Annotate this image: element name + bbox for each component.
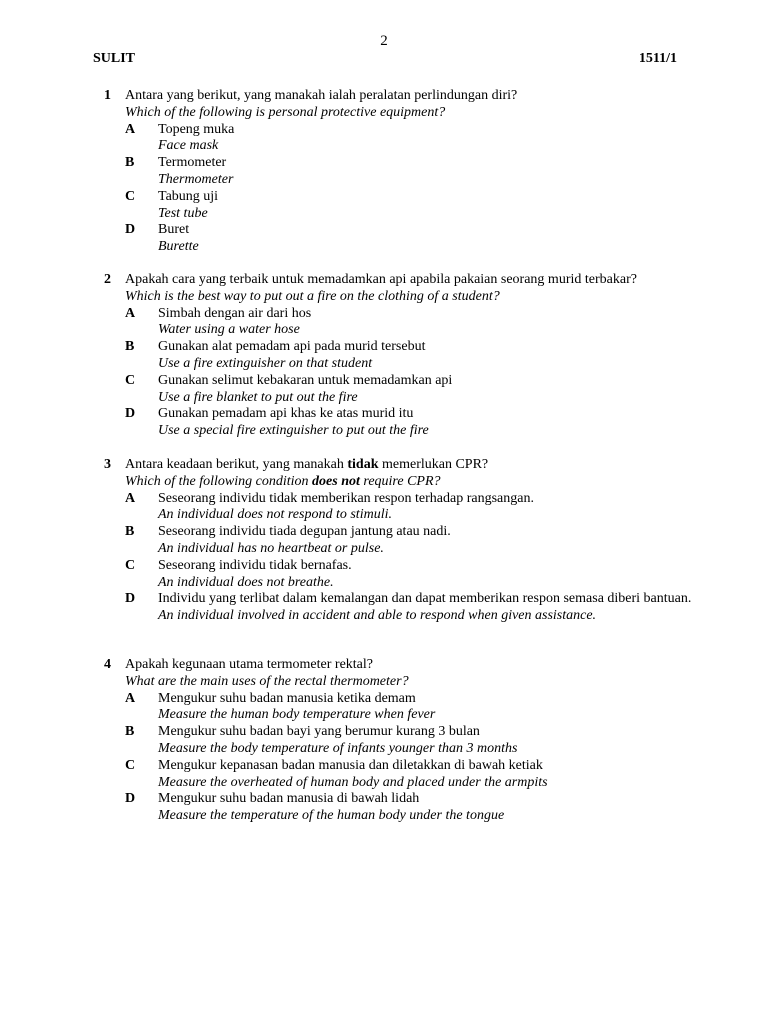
option-text-en: Test tube [158,205,208,221]
option-a [104,306,704,323]
question-text-ms: 1 Antara yang berikut, yang manakah ialah peralatan perlindungan diri? [104,88,518,103]
option-letter: A [125,490,136,506]
classification-label: SULIT [93,51,136,66]
option-letter: A [125,305,136,321]
option-letter: B [125,724,135,740]
option-letter: D [125,406,136,422]
option-c [104,189,704,206]
option-text-en: An individual has no heartbeat or pulse. [158,540,384,556]
option-a [104,691,704,708]
question-text-ms: 4 Apakah kegunaan utama termometer rektal? [104,657,373,672]
option-d [104,591,704,608]
option-c [104,373,704,390]
option-a [104,491,704,508]
option-text-en: Measure the human body temperature when fever [158,707,436,723]
option-text-ms: Individu yang terlibat dalam kemalangan dan dapat memberikan respon semasa diberi bantuan. [158,591,692,607]
option-letter: D [125,222,136,238]
option-text-en: Measure the temperature of the human body under the tongue [158,808,505,824]
option-letter: B [125,155,135,171]
option-letter: D [125,791,136,807]
question-text-ms: 3 Antara keadaan berikut, yang manakah tidak memerlukan CPR? [104,457,489,472]
option-a [104,122,704,139]
question-number: 1 [104,88,111,103]
option-b [104,339,704,356]
option-text-ms: Tabung uji [158,188,219,204]
option-text-en: Use a special fire extinguisher to put out the fire [158,423,429,439]
paper-code: 1511/1 [638,51,677,66]
option-b [104,724,704,741]
option-text-en: An individual does not breathe. [158,574,334,590]
question-number: 4 [104,657,111,672]
option-d [104,791,704,808]
question-text-en: Which is the best way to put out a fire on the clothing of a student? [125,288,500,304]
option-text-en: Use a fire blanket to put out the fire [158,389,358,405]
option-letter: A [125,121,136,137]
option-text-en: An individual involved in accident and able to respond when given assistance. [158,608,597,624]
option-b [104,155,704,172]
question-3 [104,457,704,625]
option-text-ms: Seseorang individu tiada degupan jantung atau nadi. [158,524,451,540]
option-c [104,558,704,575]
option-b [104,524,704,541]
option-c [104,758,704,775]
option-text-ms: Gunakan alat pemadam api pada murid tersebut [158,339,426,355]
question-number: 2 [104,272,111,287]
question-2 [104,272,704,440]
question-number: 3 [104,457,111,472]
question-1 [104,88,704,256]
option-letter: B [125,339,135,355]
question-4 [104,657,704,825]
option-letter: A [125,690,136,706]
question-text-ms: 2 Apakah cara yang terbaik untuk memadamkan api apabila pakaian seorang murid terbakar? [104,272,637,287]
option-text-ms: Gunakan pemadam api khas ke atas murid itu [158,406,414,422]
option-text-ms: Gunakan selimut kebakaran untuk memadamkan api [158,372,453,388]
option-text-ms: Buret [158,222,190,238]
emphasis-word: does not [312,473,360,489]
option-text-ms: Mengukur suhu badan manusia di bawah lidah [158,791,420,807]
option-text-ms: Seseorang individu tidak bernafas. [158,557,352,573]
question-text-en: Which of the following condition does not require CPR? [125,473,441,489]
question-text-en: What are the main uses of the rectal thermometer? [125,673,409,689]
option-text-ms: Topeng muka [158,121,235,137]
option-text-ms: Mengukur suhu badan manusia ketika demam [158,690,416,706]
option-text-en: Measure the body temperature of infants younger than 3 months [158,740,518,756]
option-letter: B [125,524,135,540]
option-text-ms: Seseorang individu tidak memberikan respon terhadap rangsangan. [158,490,534,506]
option-d [104,222,704,239]
emphasis-word: tidak [347,457,379,472]
option-text-ms: Termometer [158,155,227,171]
option-text-en: An individual does not respond to stimuli. [158,507,392,523]
option-text-en: Measure the overheated of human body and placed under the armpits [158,774,548,790]
option-text-en: Face mask [158,138,219,154]
page-number: 2 [380,33,388,49]
option-text-en: Burette [158,239,199,255]
option-text-en: Use a fire extinguisher on that student [158,355,373,371]
option-text-en: Water using a water hose [158,322,300,338]
option-text-ms: Simbah dengan air dari hos [158,305,312,321]
option-d [104,406,704,423]
option-letter: C [125,372,136,388]
option-letter: C [125,757,136,773]
option-text-ms: Mengukur kepanasan badan manusia dan diletakkan di bawah ketiak [158,757,543,773]
option-text-ms: Mengukur suhu badan bayi yang berumur kurang 3 bulan [158,724,480,740]
option-letter: C [125,557,136,573]
option-letter: D [125,591,136,607]
option-text-en: Thermometer [158,171,234,187]
question-text-en: Which of the following is personal protective equipment? [125,104,446,120]
option-letter: C [125,188,136,204]
